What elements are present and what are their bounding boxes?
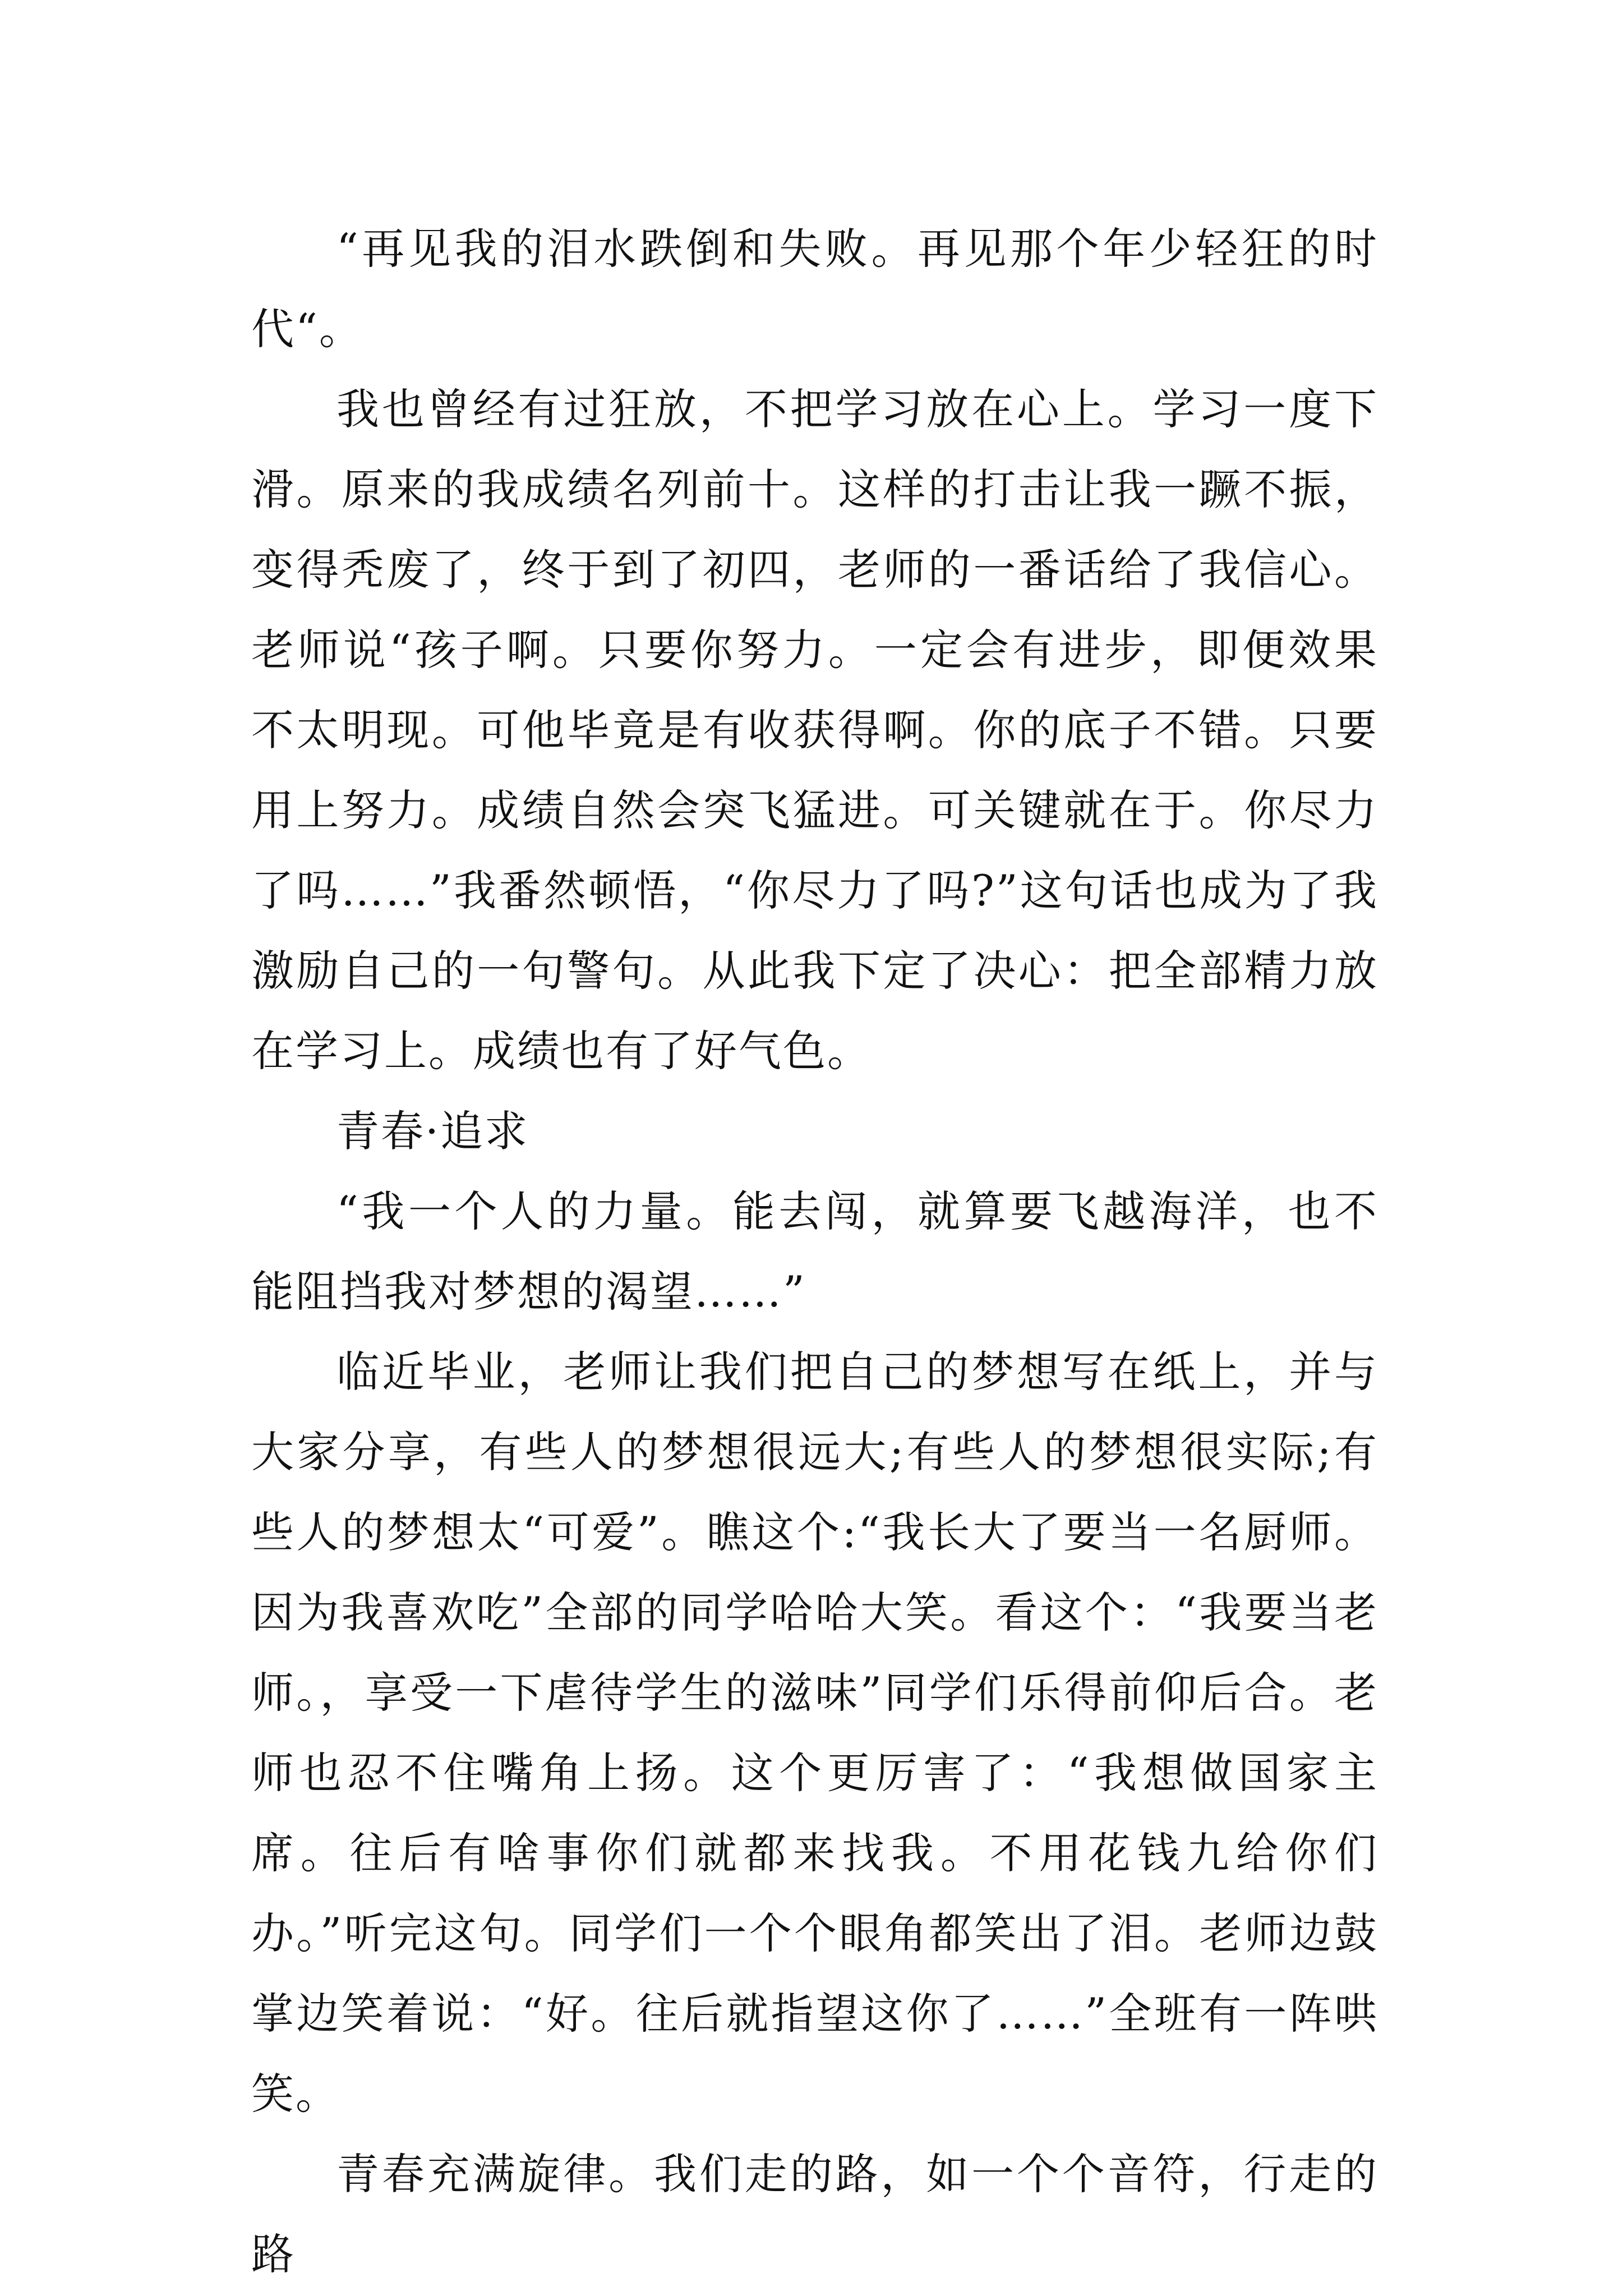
paragraph-study-story: 我也曾经有过狂放，不把学习放在心上。学习一度下滑。原来的我成绩名列前十。这样的打击让我一蹶不振，变得秃废了，终于到了初四，老师的一番话给了我信心。老师说“孩子啊。只要你努力。一定会有进步，即便效果不太明现。可他毕竟是有收获得啊。你的底子不错。只要用上努力。成绩自然会突飞猛进。可关键就在于。你尽力了吗……”我番然顿悟，“你尽力了吗?”这句话也成为了我激励自己的一句警句。从此我下定了决心：把全部精力放在学习上。成绩也有了好气色。 [251,384,1378,1076]
paragraph-youth-melody: 青春充满旋律。我们走的路，如一个个音符，行走的路 [251,2149,1378,2279]
paragraph-graduation-dreams: 临近毕业，老师让我们把自己的梦想写在纸上，并与大家分享，有些人的梦想很远大;有些人的梦想很实际;有些人的梦想太“可爱”。瞧这个:“我长大了要当一名厨师。因为我喜欢吃”全部的同学哈哈大笑。看这个：“我要当老师。，享受一下虐待学生的滋味”同学们乐得前仰后合。老师也忍不住嘴角上扬。这个更厉害了：“我想做国家主席。往后有啥事你们就都来找我。不用花钱九给你们办。”听完这句。同学们一个个眼角都笑出了泪。老师边鼓掌边笑着说：“好。往后就指望这你了……”全班有一阵哄笑。 [251,1347,1378,2119]
paragraph-farewell-quote: “再见我的泪水跌倒和失败。再见那个年少轻狂的时代“。 [251,224,1378,354]
section-heading-youth-pursuit: 青春·追求 [336,1106,529,1156]
body-text [251,209,1378,2294]
paragraph-dream-quote: “我一个人的力量。能去闯，就算要飞越海洋，也不能阻挡我对梦想的渴望……” [251,1186,1378,1317]
